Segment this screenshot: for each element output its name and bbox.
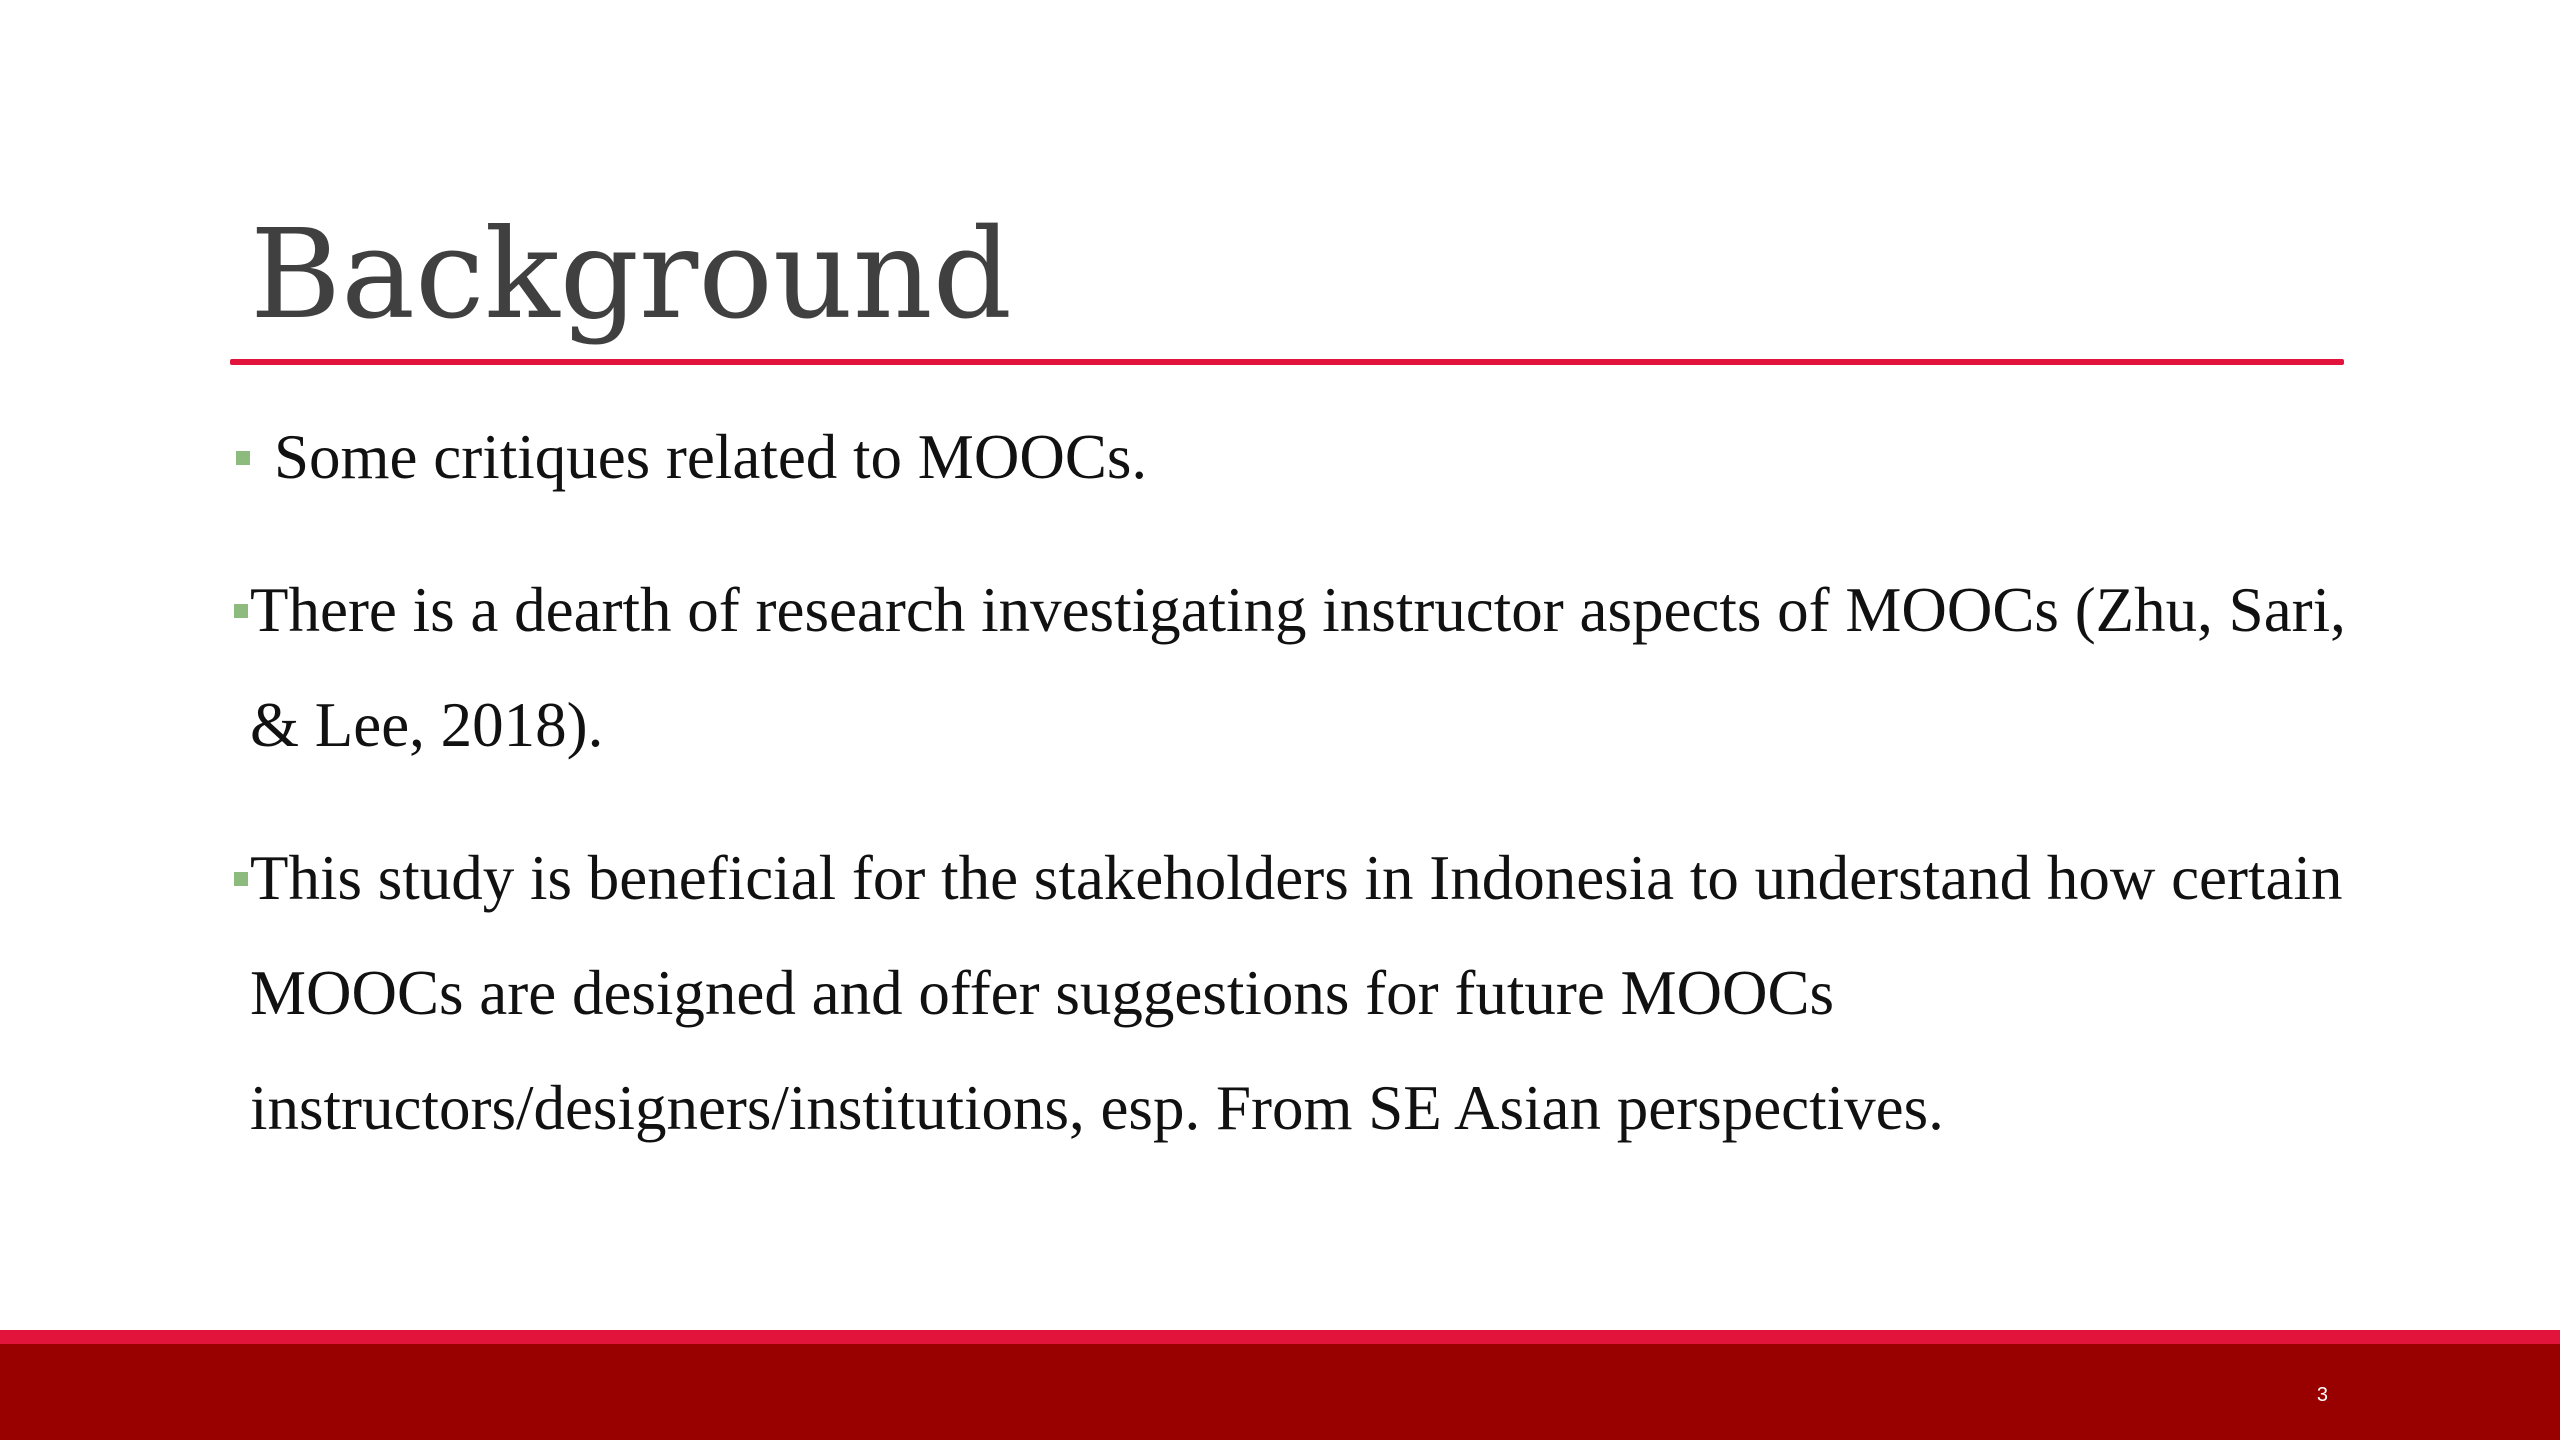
bullet-item <box>232 553 2352 783</box>
square-bullet-icon <box>234 604 248 618</box>
bullet-text: This study is beneficial for the stakeholders in Indonesia to understand how certain MOOCs are designed and offer suggestions for future MOOCs instructors/designers/institutions, esp. From SE Asian perspectives. <box>250 843 2343 1143</box>
title-underline <box>230 359 2344 365</box>
page-number: 3 <box>2316 1384 2328 1406</box>
footer-accent-stripe <box>0 1330 2560 1344</box>
footer-band <box>0 1344 2560 1440</box>
slide-title: Background <box>250 203 1013 347</box>
square-bullet-icon <box>234 872 248 886</box>
bullet-item <box>232 821 2352 1166</box>
slide-content <box>232 400 2352 1166</box>
bullet-item <box>232 400 2352 515</box>
bullet-text: Some critiques related to MOOCs. <box>274 422 1148 492</box>
square-bullet-icon <box>236 451 250 465</box>
bullet-text: There is a dearth of research investigating instructor aspects of MOOCs (Zhu, Sari, & Lee, 2018). <box>250 575 2346 760</box>
